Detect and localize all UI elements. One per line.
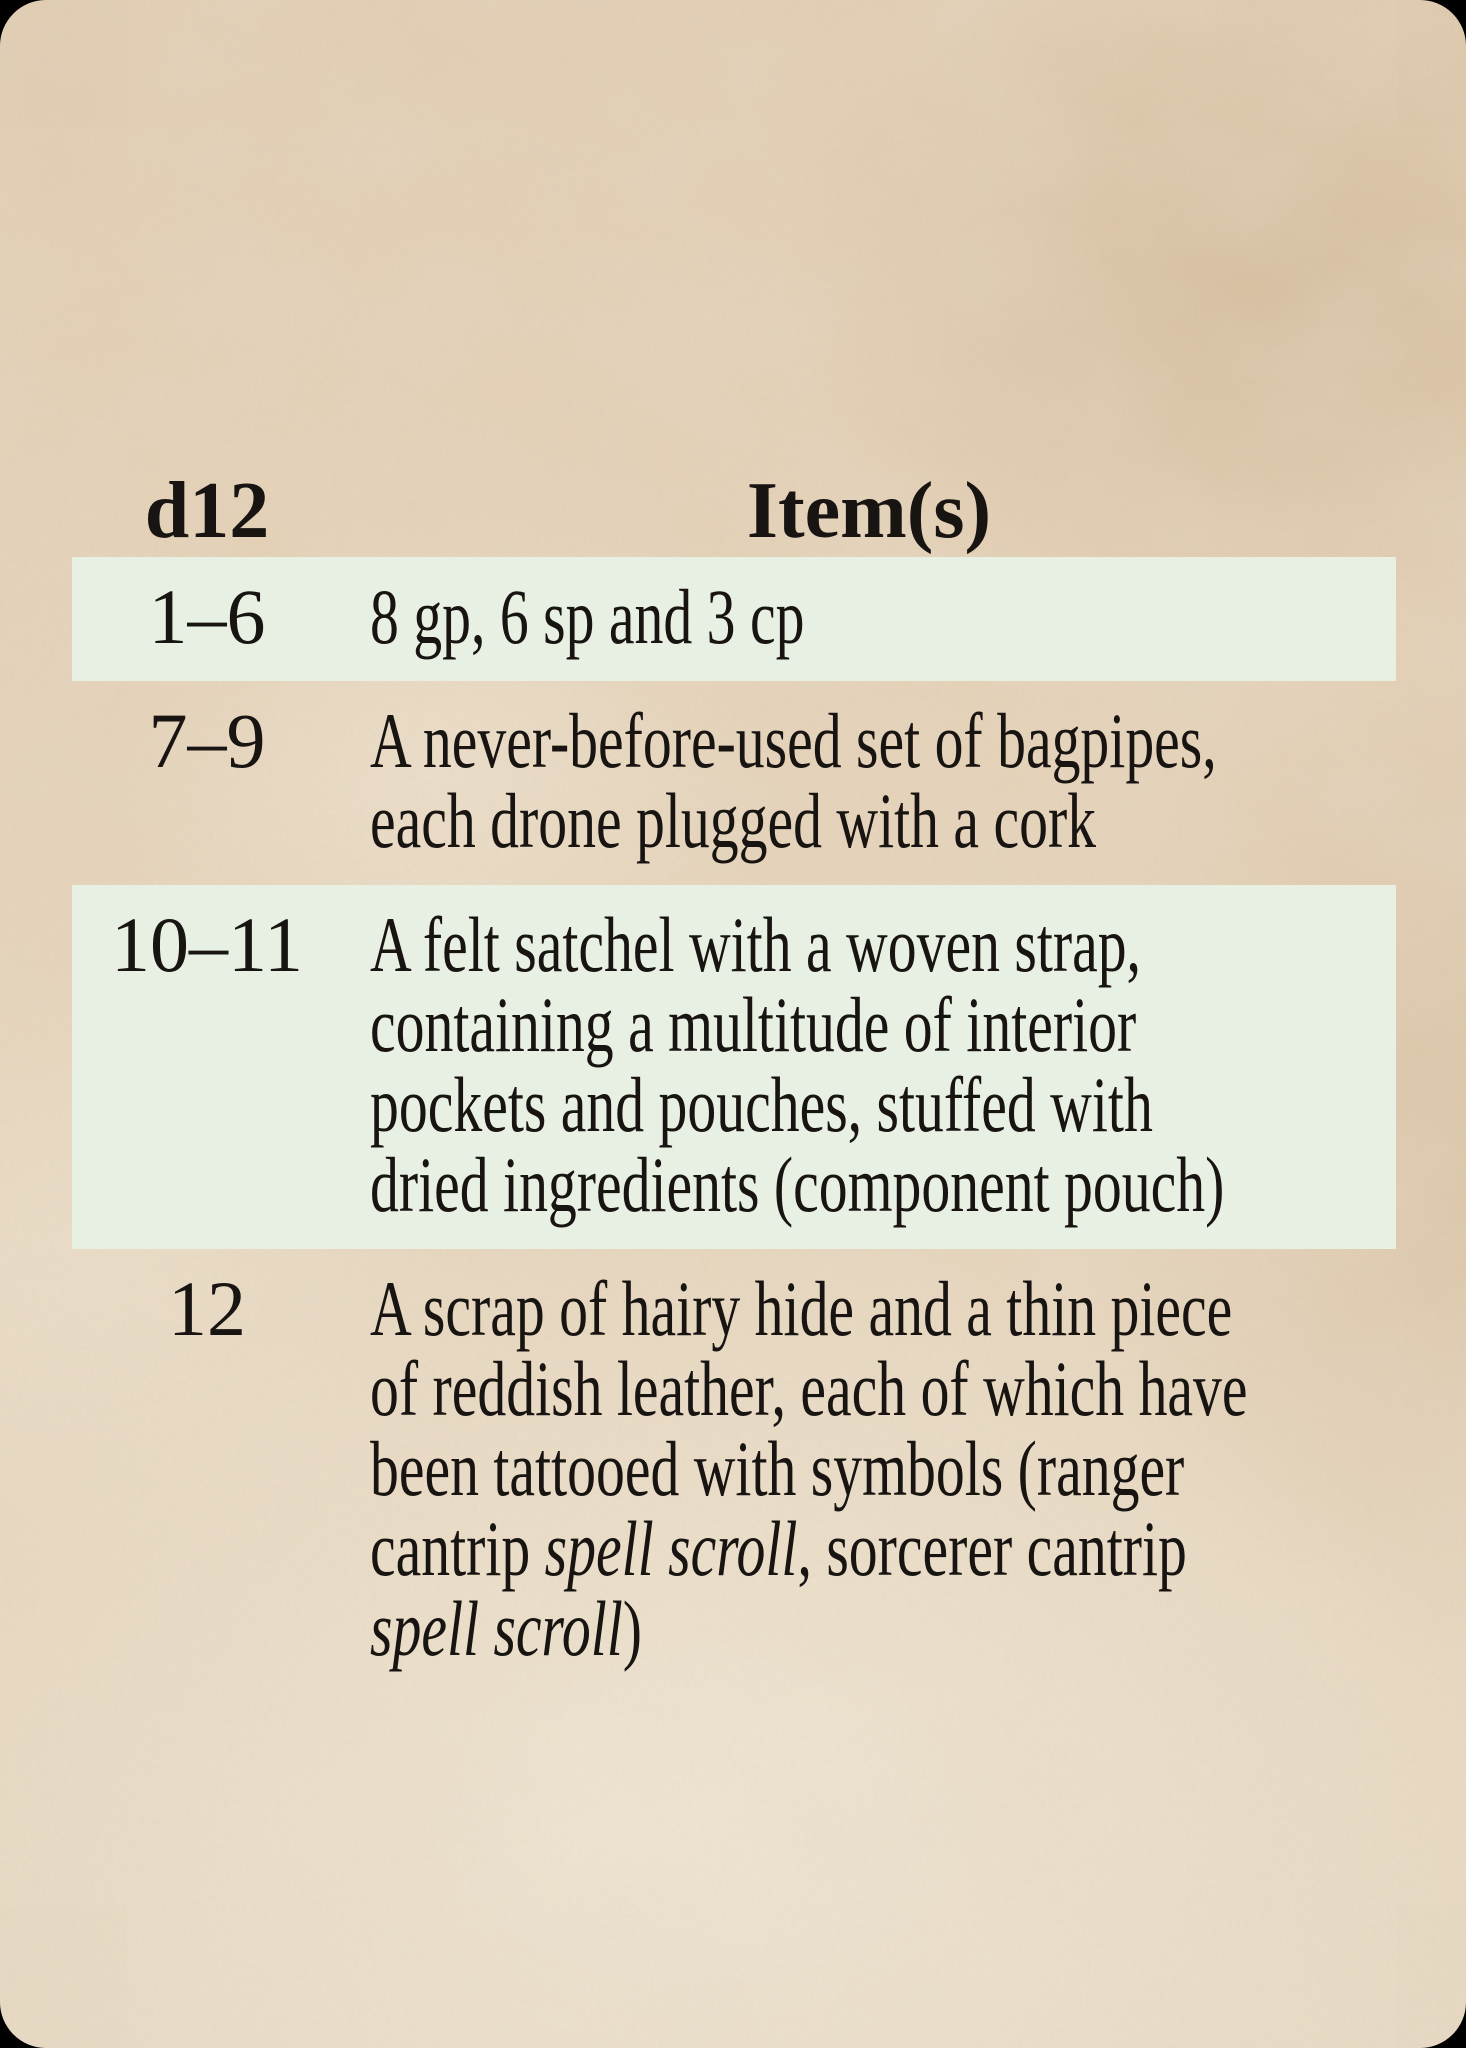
loot-table — [72, 450, 1396, 1693]
table-header-row — [72, 450, 1396, 557]
item-description: A never-before-used set of bagpipes, each drone plugged with a cork — [370, 697, 1217, 864]
item-description: A felt satchel with a woven strap, containing a multitude of interior pockets and pouches, stuffed with dried ingredients (component pouch) — [370, 901, 1225, 1228]
dice-range: 10–11 — [110, 901, 304, 988]
table-row — [72, 681, 1396, 885]
header-dice-column: d12 — [144, 467, 270, 555]
dice-range: 1–6 — [148, 573, 266, 660]
dice-range: 7–9 — [148, 697, 266, 784]
table-row — [72, 557, 1396, 681]
table-row — [72, 1249, 1396, 1693]
table-row — [72, 885, 1396, 1249]
table-body — [72, 557, 1396, 1693]
dice-range: 12 — [168, 1265, 246, 1352]
item-description: 8 gp, 6 sp and 3 cp — [370, 573, 805, 660]
header-items-column: Item(s) — [746, 467, 992, 555]
item-description: A scrap of hairy hide and a thin piece of reddish leather, each of which have been tattooed with symbols (ranger cantrip spell scroll, sorcerer cantrip spell scroll) — [370, 1265, 1248, 1672]
